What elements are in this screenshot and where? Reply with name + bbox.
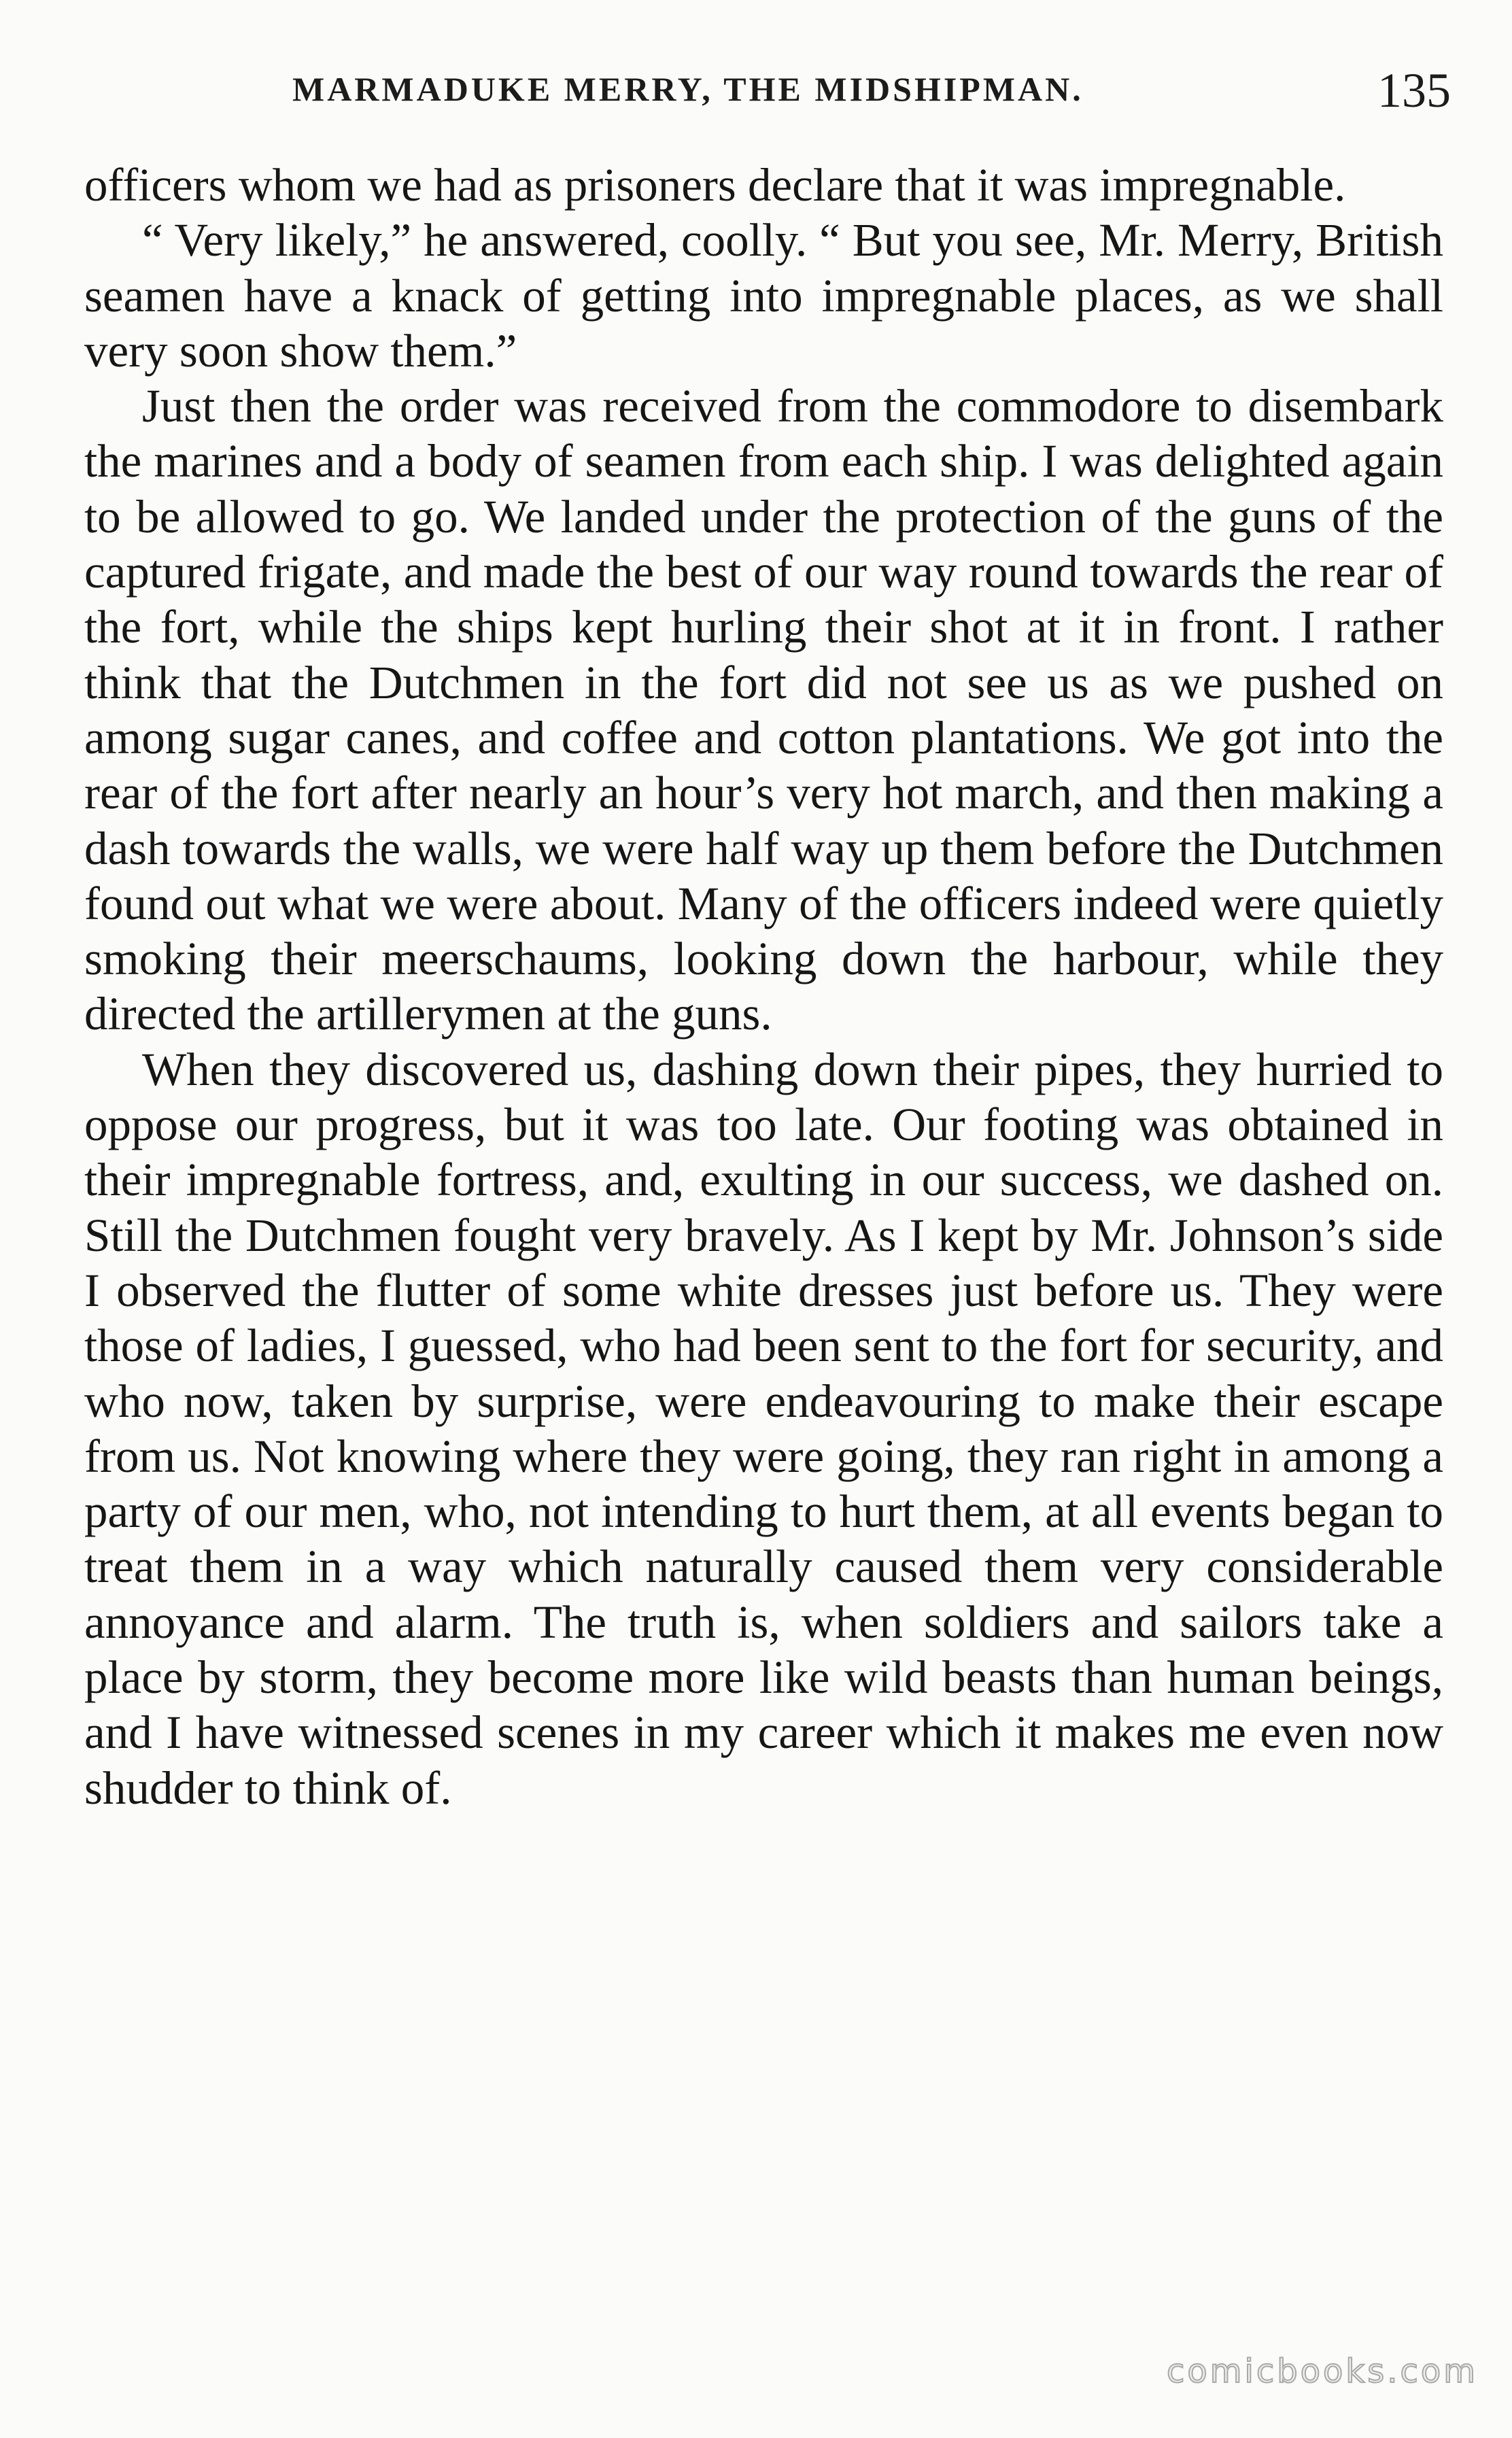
paragraph: Just then the order was received from the commodore to disembark the marines and a body of seamen from each ship. I was delighted again to be allowed to go. We landed under the protection of the guns of the captured frigate, and made the best of our way round towards the rear of the fort, while the ships kept hurling their shot at it in front. I rather think that the Dutchmen in the fort did not see us as we pushed on among sugar canes, and coffee and cotton plantations. We got into the rear of the fort after nearly an hour’s very hot march, and then making a dash towards the walls, we were half way up them before the Dutchmen found out what we were about. Many of the officers indeed were quietly smoking their meerschaums, looking down the harbour, while they directed the artillerymen at the guns.	[84, 380, 1443, 1040]
paragraph: When they discovered us, dashing down their pipes, they hurried to oppose our progress, but it was too late. Our footing was obtained in their impregnable fortress, and, exulting in our success, we dashed on. Still the Dutchmen fought very bravely. As I kept by Mr. Johnson’s side I observed the flutter of some white dresses just before us. They were those of ladies, I guessed, who had been sent to the fort for security, and who now, taken by surprise, were endeavouring to make their escape from us. Not knowing where they were going, they ran right in among a party of our men, who, not intending to hurt them, at all events began to treat them in a way which naturally caused them very considerable annoyance and alarm. The truth is, when soldiers and sailors take a place by storm, they become more like wild beasts than human beings, and I have witnessed scenes in my career which it makes me even now shudder to think of.	[84, 1043, 1443, 1814]
body-text	[84, 158, 1443, 1816]
running-title: MARMADUKE MERRY, THE MIDSHIPMAN.	[292, 70, 1084, 108]
watermark: comicbooks.com	[1166, 2352, 1478, 2390]
paragraph: “ Very likely,” he answered, coolly. “ But you see, Mr. Merry, British seamen have a knack of getting into impregnable places, as we shall very soon show them.”	[84, 214, 1443, 377]
page-number: 135	[1377, 63, 1451, 118]
page-header	[292, 63, 1451, 117]
paragraph: officers whom we had as prisoners declare that it was impregnable.	[84, 159, 1346, 211]
